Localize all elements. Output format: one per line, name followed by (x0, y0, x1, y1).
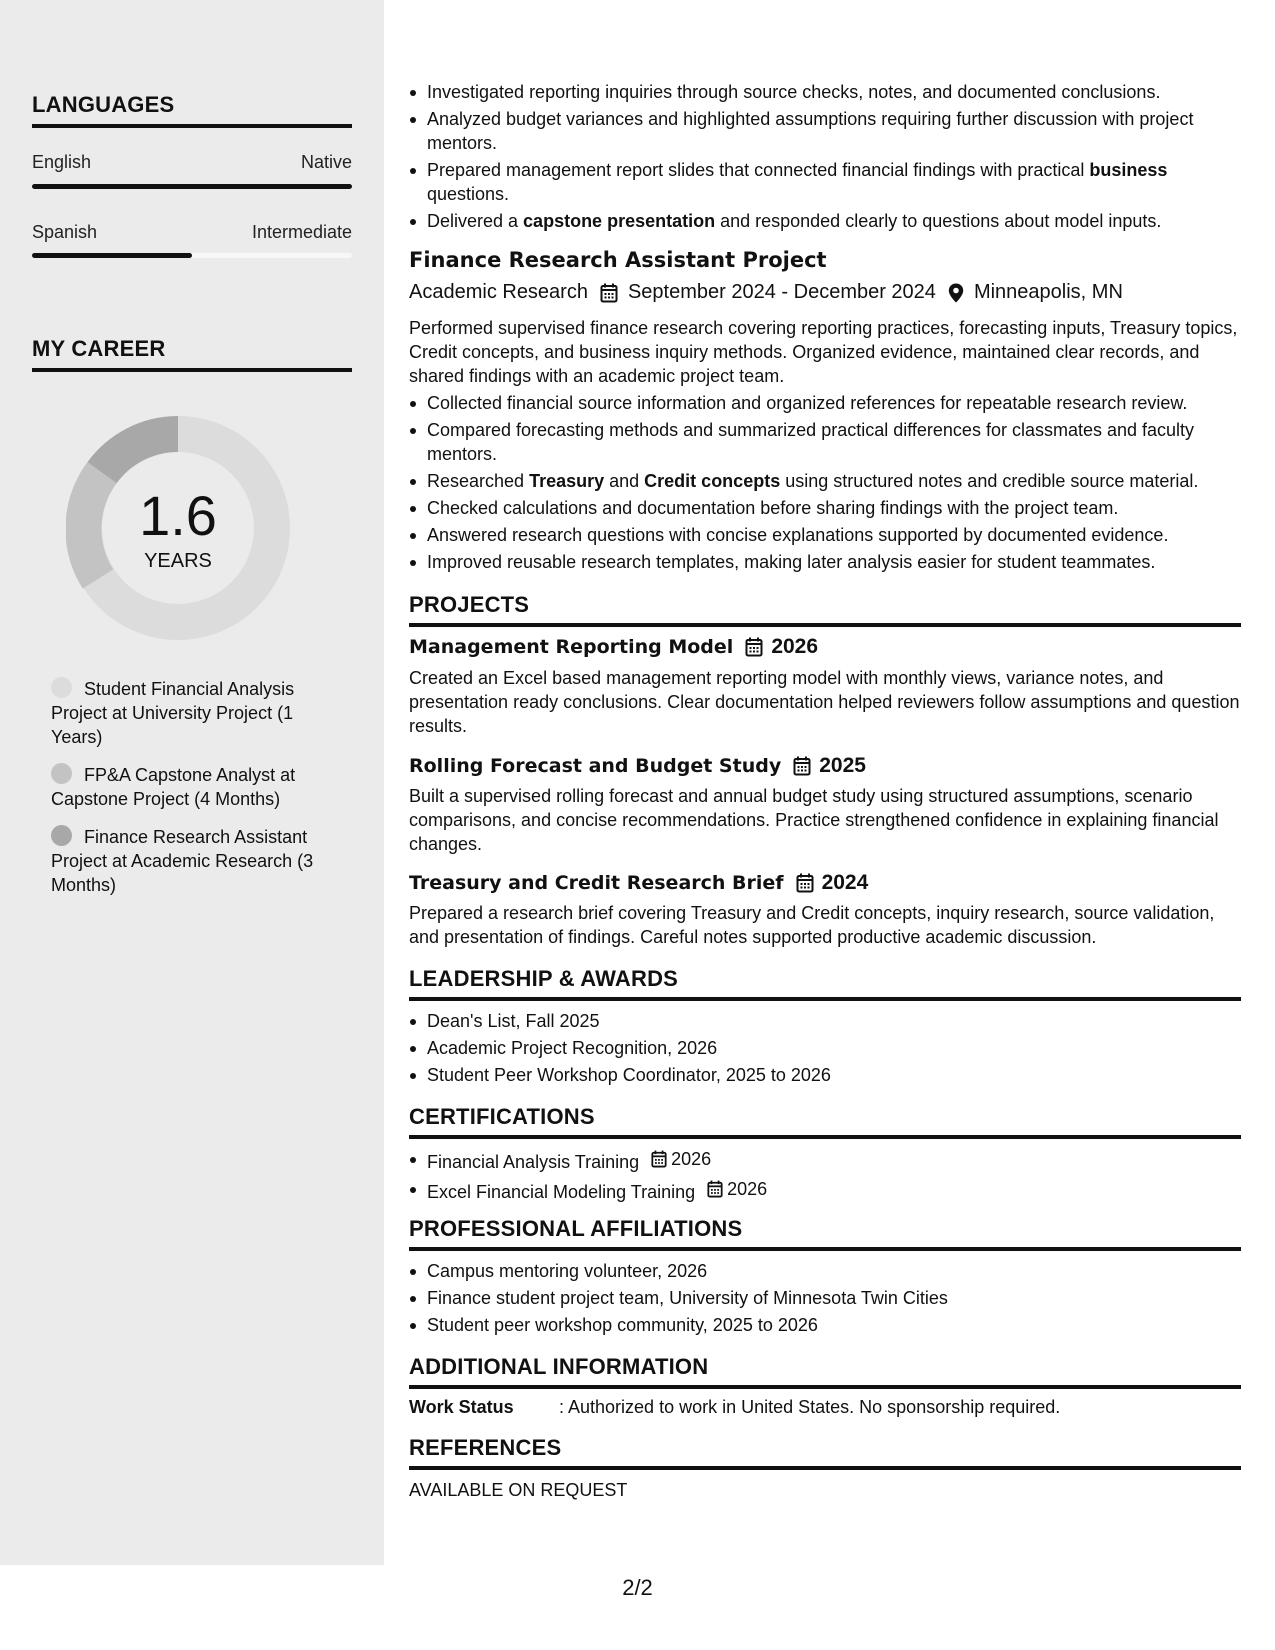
job-company: Academic Research (409, 281, 588, 303)
language-level: Native (300, 152, 352, 172)
work-status-value: : Authorized to work in United States. No sponsorship required. (559, 1397, 1061, 1417)
calendar-icon (796, 873, 814, 893)
donut-segment-research (102, 434, 178, 473)
calendar-icon (651, 1150, 667, 1168)
list-item: Prepared management report slides that connected financial findings with practical business questions. (409, 158, 1241, 206)
list-item: Answered research questions with concise explanations supported by documented evidence. (409, 523, 1241, 547)
list-item: Delivered a capstone presentation and responded clearly to questions about model inputs. (409, 209, 1241, 233)
calendar-icon (745, 637, 763, 657)
languages-heading: LANGUAGES (32, 92, 352, 128)
list-item: Improved reusable research templates, making later analysis easier for student teammates. (409, 550, 1241, 574)
list-item: Collected financial source information and organized references for repeatable research review. (409, 391, 1241, 415)
career-legend-item (51, 677, 341, 749)
project-description: Created an Excel based management reporting model with monthly views, variance notes, and presentation ready conclusions. Clear documentation helped reviewers follow assumptions and question results. (409, 668, 1240, 736)
language-bar-spanish (32, 253, 352, 258)
job-bullets (409, 391, 1241, 577)
work-status-row (409, 1397, 1060, 1418)
career-legend-item (51, 763, 341, 811)
list-item: Academic Project Recognition, 2026 (409, 1036, 1241, 1060)
list-item: Excel Financial Modeling Training 2026 (409, 1177, 1241, 1204)
references-text: AVAILABLE ON REQUEST (409, 1480, 628, 1500)
certifications-heading: CERTIFICATIONS (409, 1104, 1241, 1139)
sidebar (0, 0, 384, 1565)
certifications-list (409, 1147, 1241, 1207)
career-heading: MY CAREER (32, 336, 352, 372)
language-bar-english (32, 184, 352, 189)
leadership-heading: LEADERSHIP & AWARDS (409, 966, 1241, 1001)
page-number: 2/2 (622, 1575, 653, 1600)
project-year: 2026 (771, 635, 819, 658)
list-item: Checked calculations and documentation before sharing findings with the project team. (409, 496, 1241, 520)
list-item: Investigated reporting inquiries through source checks, notes, and documented conclusions. (409, 80, 1241, 104)
language-level: Intermediate (251, 222, 352, 242)
job-summary: Performed supervised finance research covering reporting practices, forecasting inputs, Treasury topics, Credit concepts, and business inquiry methods. Organized evidence, maintained clear records, and shared findings with an academic project team. (409, 318, 1238, 386)
language-row-spanish (32, 222, 352, 243)
project-year: 2025 (819, 754, 866, 777)
leadership-list (409, 1009, 1241, 1090)
list-item: Dean's List, Fall 2025 (409, 1009, 1241, 1033)
additional-info-heading: ADDITIONAL INFORMATION (409, 1354, 1241, 1389)
job-dates: September 2024 - December 2024 (627, 281, 936, 303)
list-item: Compared forecasting methods and summarized practical differences for classmates and faculty mentors. (409, 418, 1241, 466)
career-legend-label: FP&A Capstone Analyst at Capstone Project (4 Months) (51, 765, 296, 809)
career-total-value: 1.6 (139, 484, 217, 547)
list-item: Finance student project team, University of Minnesota Twin Cities (409, 1286, 1241, 1310)
project-name: Treasury and Credit Research Brief (409, 872, 784, 894)
experience-bullets-top (409, 80, 1241, 236)
job-location: Minneapolis, MN (973, 281, 1123, 303)
map-pin-icon (948, 283, 964, 303)
job-meta (409, 281, 1123, 304)
project-title (409, 635, 818, 659)
career-total-unit: YEARS (144, 550, 212, 572)
calendar-icon (600, 283, 618, 303)
job-title: Finance Research Assistant Project (409, 248, 827, 272)
project-name: Management Reporting Model (409, 636, 734, 658)
legend-dot (51, 677, 72, 698)
project-title (409, 871, 868, 895)
list-item: Student peer workshop community, 2025 to 2026 (409, 1313, 1241, 1337)
project-name: Rolling Forecast and Budget Study (409, 755, 782, 777)
language-name: Spanish (32, 222, 98, 242)
projects-heading: PROJECTS (409, 592, 1241, 627)
project-description: Prepared a research brief covering Treasury and Credit concepts, inquiry research, source validation, and presentation of findings. Careful notes supported productive academic discussion. (409, 903, 1215, 947)
project-title (409, 754, 866, 778)
affiliations-heading: PROFESSIONAL AFFILIATIONS (409, 1216, 1241, 1251)
language-bar-fill (32, 253, 192, 258)
language-bar-fill (32, 184, 352, 189)
career-legend-item (51, 825, 341, 897)
list-item: Campus mentoring volunteer, 2026 (409, 1259, 1241, 1283)
language-row-english (32, 152, 352, 173)
project-description: Built a supervised rolling forecast and annual budget study using structured assumptions, scenario comparisons, and concise recommendations. Practice strengthened confidence in explaining financial changes. (409, 786, 1219, 854)
project-year: 2024 (821, 871, 869, 894)
list-item: Researched Treasury and Credit concepts using structured notes and credible source material. (409, 469, 1241, 493)
career-legend-label: Finance Research Assistant Project at Academic Research (3 Months) (51, 827, 314, 895)
language-name: English (32, 152, 92, 172)
list-item: Financial Analysis Training 2026 (409, 1147, 1241, 1174)
references-heading: REFERENCES (409, 1435, 1241, 1470)
career-legend-label: Student Financial Analysis Project at University Project (1 Years) (51, 679, 295, 747)
affiliations-list (409, 1259, 1241, 1340)
legend-dot (51, 763, 72, 784)
list-item: Student Peer Workshop Coordinator, 2025 to 2026 (409, 1063, 1241, 1087)
list-item: Analyzed budget variances and highlighted assumptions requiring further discussion with project mentors. (409, 107, 1241, 155)
calendar-icon (793, 756, 811, 776)
work-status-label: Work Status (409, 1397, 514, 1417)
calendar-icon (707, 1180, 723, 1198)
legend-dot (51, 825, 72, 846)
